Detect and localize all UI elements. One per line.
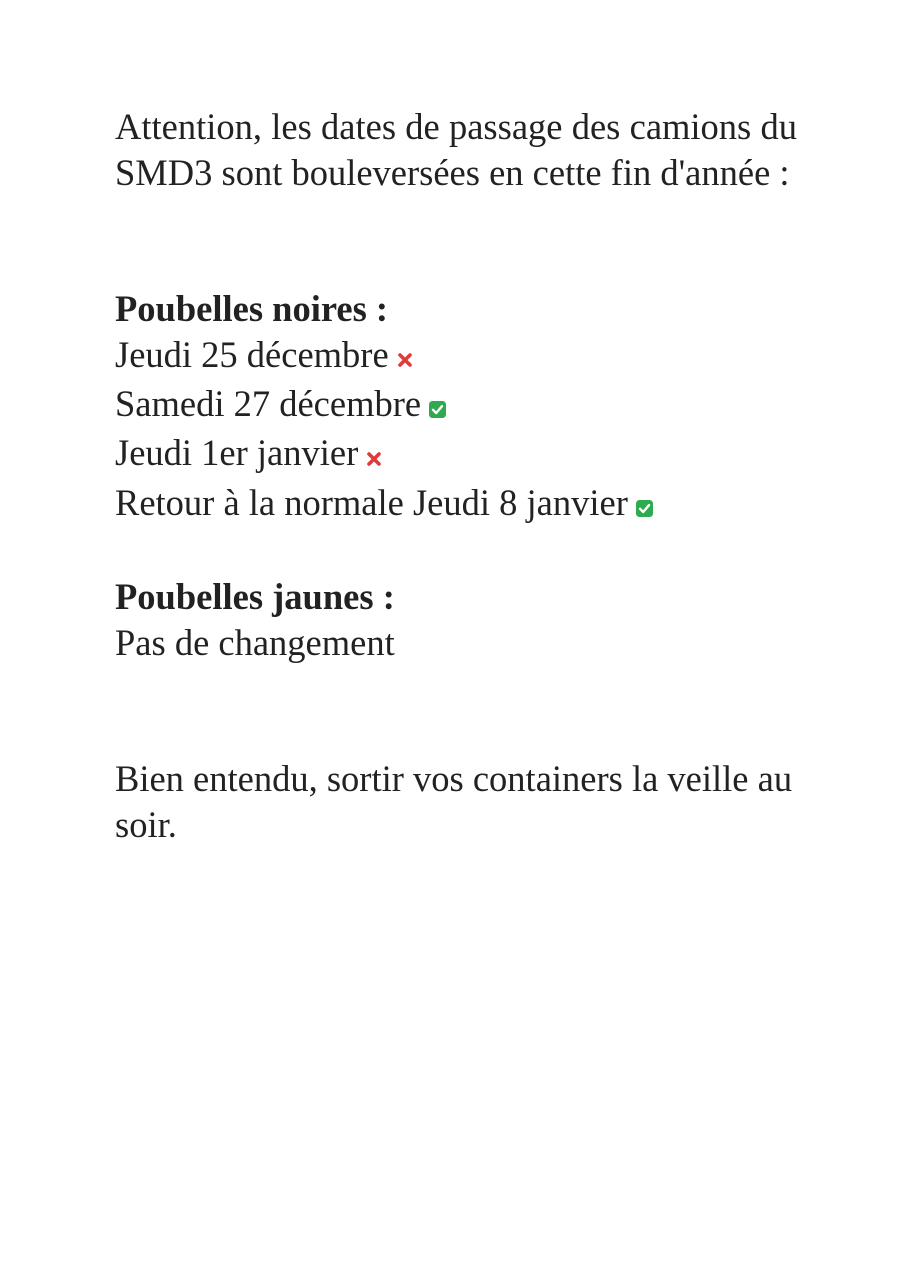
- section-title-noires: Poubelles noires :: [115, 288, 389, 329]
- jaunes-status-text: Pas de changement: [115, 621, 395, 663]
- section-title-jaunes: Poubelles jaunes :: [115, 576, 395, 617]
- schedule-date: Retour à la normale Jeudi 8 janvier: [115, 481, 628, 523]
- check-icon: [429, 383, 446, 429]
- schedule-line: [115, 381, 797, 430]
- schedule-date: Jeudi 1er janvier: [115, 432, 359, 474]
- schedule-line: [115, 430, 797, 479]
- notice-document: [115, 104, 797, 847]
- schedule-line: [115, 332, 797, 381]
- check-icon: [636, 482, 653, 528]
- cross-icon: [397, 333, 413, 379]
- cross-icon: [366, 432, 382, 478]
- schedule-date: Jeudi 25 décembre: [115, 333, 389, 375]
- schedule-line: [115, 480, 797, 529]
- schedule-date: Samedi 27 décembre: [115, 382, 422, 424]
- spacer: [115, 665, 797, 756]
- section-poubelles-noires: [115, 286, 797, 529]
- section-poubelles-jaunes: [115, 574, 797, 665]
- spacer: [115, 195, 797, 286]
- spacer: [115, 529, 797, 574]
- closing-paragraph: Bien entendu, sortir vos containers la veille au soir.: [115, 758, 793, 845]
- intro-paragraph: Attention, les dates de passage des camions du SMD3 sont bouleversées en cette fin d'année :: [115, 106, 797, 193]
